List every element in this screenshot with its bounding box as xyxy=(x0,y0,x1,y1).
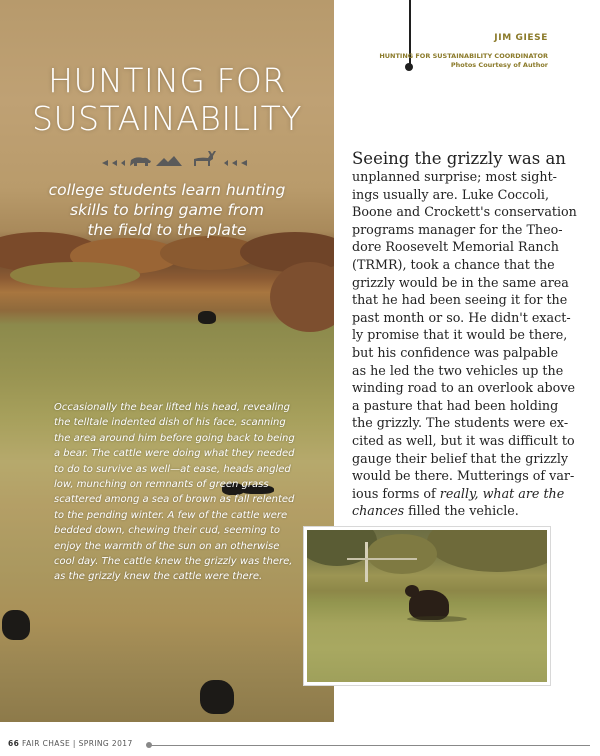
body-line: that he had been seeing it for the xyxy=(352,292,568,308)
body-line: dore Roosevelt Memorial Ranch xyxy=(352,239,559,255)
shrub xyxy=(270,262,334,332)
body-line: as he led the two vehicles up the xyxy=(352,362,564,378)
title-line-1: HUNTING FOR xyxy=(48,61,286,100)
title-line-2: SUSTAINABILITY xyxy=(32,99,302,138)
grizzly-head xyxy=(405,585,419,597)
body-line-italic: chances xyxy=(352,503,405,519)
author-name: JIM GIESE xyxy=(494,33,548,43)
page-number: 66 xyxy=(8,739,20,748)
body-line: Boone and Crockett's conservation xyxy=(352,204,577,220)
tree xyxy=(427,527,550,572)
role-title: HUNTING FOR SUSTAINABILITY COORDINATOR xyxy=(379,52,548,60)
photo-caption: Occasionally the bear lifted his head, revealing the telltale indented dish of his face, scanning the area around him before going back to being a bear. The cattle were doing what they needed to do to survive as well—at ease, heads angled low, munching on remnants of green grass scattered among a sea of brown as fall relented to the pending winter. A few of the cattle were bedded down, chewing their cud, seeming to enjoy the warmth of the sun on an otherwise cool day. The cattle knew the grizzly was there, as the grizzly knew the cattle were there. xyxy=(54,402,295,583)
article-title xyxy=(0,62,334,138)
cow-figure xyxy=(200,680,234,714)
subtitle-line: the field to the plate xyxy=(87,221,247,239)
body-line: the grizzly. The students were ex- xyxy=(352,415,569,431)
lead-line: Seeing the grizzly was an xyxy=(352,149,566,168)
photo-credit: Photos Courtesy of Author xyxy=(450,61,548,69)
wildlife-ornament-icon xyxy=(100,149,250,171)
subtitle-line: college students learn hunting xyxy=(48,181,286,199)
footer-rule xyxy=(150,745,590,746)
inset-photo xyxy=(304,527,550,685)
body-line-text: filled the vehicle. xyxy=(404,503,519,519)
body-line: programs manager for the Theo- xyxy=(352,221,563,237)
body-line: ly promise that it would be there, xyxy=(352,327,568,343)
author-role xyxy=(379,52,548,70)
subtitle-line: skills to bring game from xyxy=(70,201,264,219)
fence-post xyxy=(365,542,368,582)
body-line: but his confidence was palpable xyxy=(352,344,559,360)
tree xyxy=(367,534,437,574)
body-line xyxy=(352,502,549,520)
article-subtitle xyxy=(0,180,334,240)
fence-rail xyxy=(347,558,417,560)
cow-figure xyxy=(2,610,30,640)
body-line xyxy=(352,485,565,503)
body-line-italic: really, what are the xyxy=(439,485,565,501)
body-line-text: ious forms of xyxy=(352,485,440,501)
body-line: a pasture that had been holding xyxy=(352,397,559,413)
article-body xyxy=(352,149,577,520)
body-line: (TRMR), took a chance that the xyxy=(352,256,555,272)
body-line: unplanned surprise; most sight- xyxy=(352,169,557,184)
body-line: ings usually are. Luke Coccoli, xyxy=(352,186,550,202)
magazine-issue: FAIR CHASE | SPRING 2017 xyxy=(22,739,133,748)
body-line: cited as well, but it was difficult to xyxy=(352,432,575,448)
bear-figure xyxy=(198,311,216,324)
body-line: winding road to an overlook above xyxy=(352,380,575,396)
body-line: past month or so. He didn't exact- xyxy=(352,309,571,325)
body-line: grizzly would be in the same area xyxy=(352,274,569,290)
grizzly-shadow xyxy=(407,616,467,622)
page-footer xyxy=(8,739,133,748)
body-line: gauge their belief that the grizzly xyxy=(352,450,569,466)
body-line: would be there. Mutterings of var- xyxy=(352,468,575,484)
shrub xyxy=(10,262,140,288)
